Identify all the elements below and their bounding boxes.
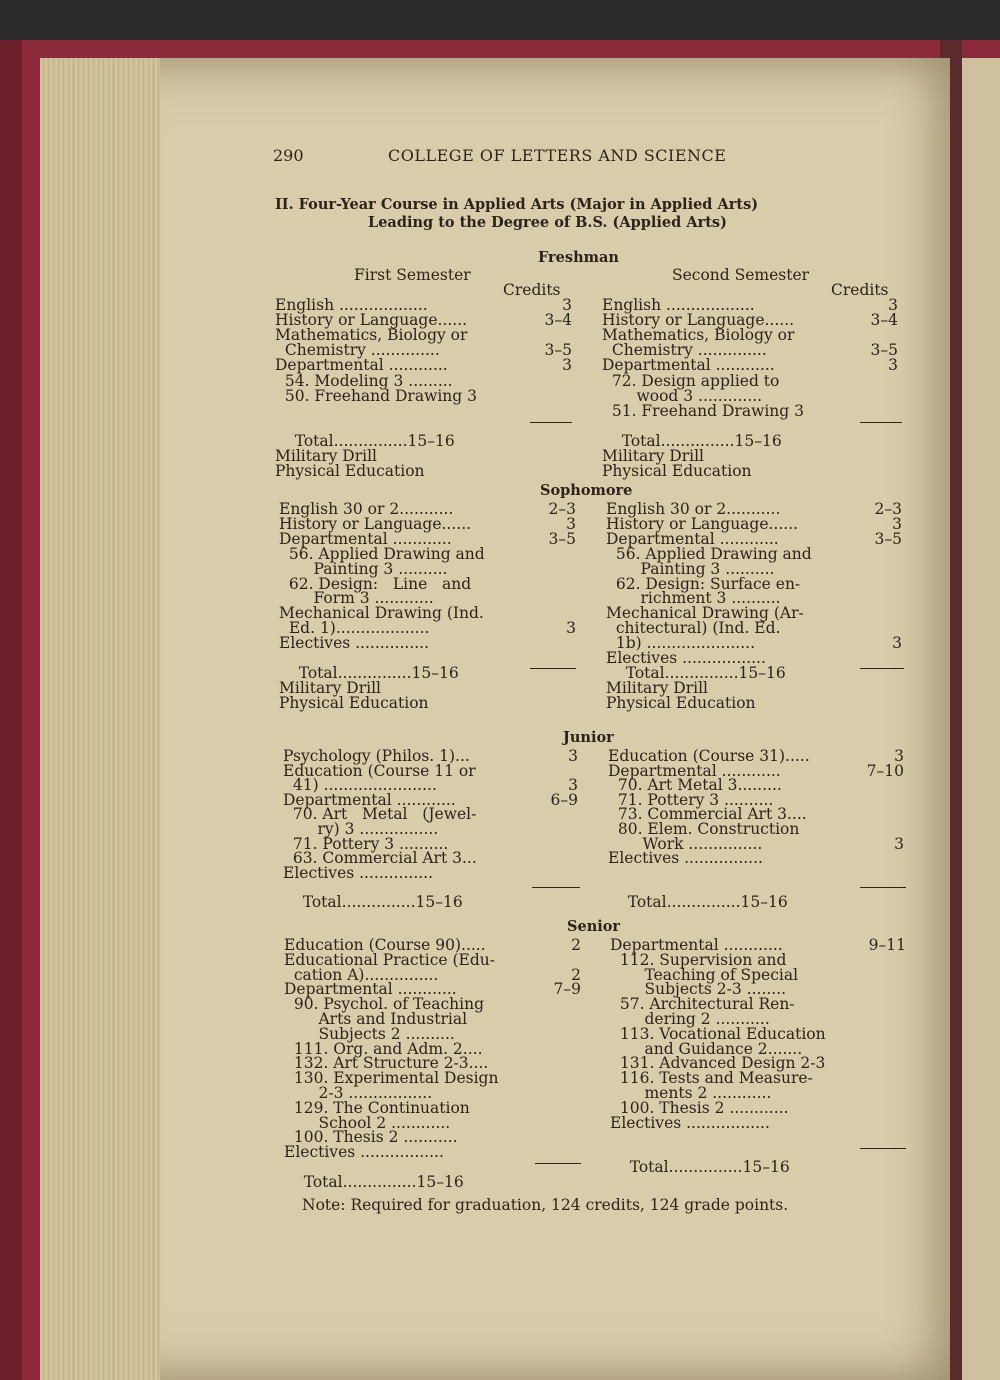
so-l-line: English 30 or 2...........	[279, 500, 454, 518]
so-l-line: Mechanical Drawing (Ind.	[279, 604, 484, 623]
fr-l-line: Military Drill	[275, 447, 378, 465]
total-rule	[860, 422, 902, 423]
adjacent-page-edge	[962, 58, 1000, 1380]
so-l-line: Painting 3 ..........	[279, 559, 448, 578]
se-l-line: Arts and Industrial	[284, 1010, 468, 1028]
section-freshman: Freshman	[538, 249, 619, 266]
fr-r-credit: 3	[888, 296, 898, 314]
section-sophomore: Sophomore	[540, 482, 633, 499]
fr-r-credit: 3	[888, 356, 898, 375]
se-l-line: 2-3 .................	[284, 1084, 433, 1102]
total-rule	[530, 422, 572, 423]
se-r-line: and Guidance 2.......	[610, 1039, 803, 1058]
credits-head-right: Credits	[831, 281, 889, 299]
so-l-credit: 2–3	[548, 500, 576, 518]
se-l-line: Electives .................	[284, 1143, 444, 1162]
so-l-line: Total...............15–16	[279, 663, 459, 682]
se-r-line: ments 2 ............	[610, 1084, 772, 1102]
so-r-credit: 3	[892, 514, 902, 533]
ju-l-line: 63. Commercial Art 3...	[283, 849, 477, 868]
fr-r-line: 51. Freehand Drawing 3	[602, 401, 804, 420]
total-rule	[860, 1148, 906, 1149]
se-r-line: 100. Thesis 2 ............	[610, 1098, 789, 1117]
se-l-line: Subjects 2 ..........	[284, 1024, 455, 1043]
se-l-line: Educational Practice (Edu-	[284, 950, 495, 969]
se-l-credit: 2	[571, 936, 581, 954]
fr-l-line: History or Language......	[275, 311, 468, 330]
ju-r-credit: 7–10	[866, 761, 904, 780]
ju-l-line: 70. Art Metal (Jewel-	[283, 805, 477, 824]
credits-head-left: Credits	[503, 281, 561, 299]
se-r-line: Total...............15–16	[610, 1158, 790, 1176]
ju-l-line: Total...............15–16	[283, 893, 463, 911]
page-stack-edges	[40, 58, 160, 1380]
se-r-line: dering 2 ...........	[610, 1010, 770, 1028]
fr-l-line: Physical Education	[275, 462, 425, 481]
so-r-line: Electives .................	[606, 649, 766, 667]
se-r-line: Teaching of Special	[610, 965, 799, 984]
so-l-line: Electives ...............	[279, 634, 430, 653]
ju-r-credit: 3	[894, 747, 904, 765]
so-r-line: 1b) ......................	[606, 634, 756, 653]
se-r-line: 112. Supervision and	[610, 950, 787, 969]
ju-r-line: 71. Pottery 3 ..........	[608, 790, 774, 809]
ju-r-line: 70. Art Metal 3.........	[608, 776, 782, 795]
ju-l-line: Education (Course 11 or	[283, 761, 476, 780]
fr-l-credit: 3–4	[544, 311, 572, 330]
se-r-line: Subjects 2-3 ........	[610, 980, 787, 999]
fr-r-line: 72. Design applied to	[602, 371, 780, 390]
fr-r-line: Military Drill	[602, 447, 705, 465]
se-l-line: Departmental ............	[284, 980, 457, 999]
fr-l-line: 54. Modeling 3 .........	[275, 371, 453, 390]
so-r-credit: 3	[892, 634, 902, 653]
ju-l-credit: 6–9	[550, 790, 578, 809]
book-spine-edge	[0, 40, 22, 1380]
fr-l-line: Mathematics, Biology or	[275, 326, 468, 345]
se-l-line: 132. Art Structure 2-3....	[284, 1054, 489, 1073]
so-l-credit: 3–5	[548, 529, 576, 548]
fr-r-line: wood 3 .............	[602, 386, 763, 405]
fr-r-line: History or Language......	[602, 311, 795, 330]
fr-l-credit: 3–5	[544, 341, 572, 360]
fr-l-line: 50. Freehand Drawing 3	[275, 386, 477, 405]
so-l-line: Form 3 ............	[279, 589, 434, 608]
section-junior: Junior	[563, 729, 614, 746]
course-title-line1: II. Four-Year Course in Applied Arts (Major in Applied Arts)	[275, 196, 759, 213]
se-r-line: Electives .................	[610, 1113, 770, 1132]
fr-r-line: Physical Education	[602, 462, 752, 481]
so-r-line: Painting 3 ..........	[606, 559, 775, 578]
se-r-line: Departmental ............	[610, 936, 783, 954]
fr-r-line: Mathematics, Biology or	[602, 326, 795, 345]
fr-r-credit: 3–5	[870, 341, 898, 360]
total-rule	[532, 887, 580, 888]
so-r-credit: 3–5	[874, 529, 902, 548]
running-title: COLLEGE OF LETTERS AND SCIENCE	[388, 146, 727, 165]
ju-r-line: 80. Elem. Construction	[608, 820, 800, 838]
ju-l-line: Psychology (Philos. 1)...	[283, 747, 470, 765]
fr-l-line: Chemistry ..............	[275, 341, 440, 360]
second-semester-head: Second Semester	[672, 266, 810, 284]
fr-l-line: English ..................	[275, 296, 428, 314]
se-l-line: 90. Psychol. of Teaching	[284, 995, 485, 1014]
so-r-line: 62. Design: Surface en-	[606, 574, 801, 593]
fr-r-line: Total...............15–16	[602, 431, 782, 450]
so-l-line: 56. Applied Drawing and	[279, 544, 485, 563]
se-l-line: cation A)...............	[284, 965, 439, 984]
course-title-line2: Leading to the Degree of B.S. (Applied Arts)	[368, 214, 727, 231]
total-rule	[530, 668, 576, 669]
so-r-line: Mechanical Drawing (Ar-	[606, 604, 804, 623]
ju-l-credit: 3	[568, 747, 578, 765]
ju-r-line: Total...............15–16	[608, 893, 788, 911]
ju-l-credit: 3	[568, 776, 578, 795]
so-r-line: Physical Education	[606, 693, 756, 712]
ju-r-line: Electives ................	[608, 849, 763, 868]
ju-r-line: Work ...............	[608, 834, 763, 853]
se-r-credit: 9–11	[868, 936, 906, 954]
so-l-line: 62. Design: Line and	[279, 574, 472, 593]
total-rule	[535, 1163, 581, 1164]
ju-l-line: 71. Pottery 3 ..........	[283, 834, 449, 853]
so-l-credit: 3	[566, 619, 576, 638]
ju-l-line: Departmental ............	[283, 790, 456, 809]
page-number: 290	[273, 146, 304, 165]
book-page	[60, 58, 950, 1380]
fr-l-credit: 3	[562, 356, 572, 375]
so-r-line: 56. Applied Drawing and	[606, 544, 812, 563]
so-l-credit: 3	[566, 514, 576, 533]
so-l-line: History or Language......	[279, 514, 472, 533]
ju-l-line: 41) .......................	[283, 776, 437, 795]
fr-r-line: Departmental ............	[602, 356, 775, 375]
fr-l-line: Total...............15–16	[275, 431, 455, 450]
ju-l-line: ry) 3 ................	[283, 820, 439, 838]
ju-r-credit: 3	[894, 834, 904, 853]
so-r-line: History or Language......	[606, 514, 799, 533]
se-r-line: 131. Advanced Design 2-3	[610, 1054, 826, 1073]
so-r-line: richment 3 ..........	[606, 589, 781, 608]
se-r-line: 116. Tests and Measure-	[610, 1069, 813, 1088]
se-l-credit: 2	[571, 965, 581, 984]
ju-r-line: 73. Commercial Art 3....	[608, 805, 807, 824]
so-r-line: English 30 or 2...........	[606, 500, 781, 518]
se-l-line: 111. Org. and Adm. 2....	[284, 1039, 483, 1058]
fr-r-line: Chemistry ..............	[602, 341, 767, 360]
total-rule	[860, 668, 904, 669]
so-r-line: Military Drill	[606, 678, 709, 697]
so-l-line: Physical Education	[279, 693, 429, 712]
se-l-credit: 7–9	[553, 980, 581, 999]
so-l-line: Military Drill	[279, 678, 382, 697]
se-l-line: 130. Experimental Design	[284, 1069, 499, 1088]
se-l-line: 100. Thesis 2 ...........	[284, 1128, 458, 1147]
graduation-note: Note: Required for graduation, 124 credits, 124 grade points.	[302, 1196, 789, 1214]
so-r-line: chitectural) (Ind. Ed.	[606, 619, 781, 638]
first-semester-head: First Semester	[354, 266, 471, 284]
fr-r-credit: 3–4	[870, 311, 898, 330]
so-r-line: Departmental ............	[606, 529, 779, 548]
ju-r-line: Departmental ............	[608, 761, 781, 780]
se-l-line: Total...............15–16	[284, 1172, 464, 1191]
total-rule	[860, 887, 906, 888]
se-r-line: 57. Architectural Ren-	[610, 995, 795, 1014]
ju-r-line: Education (Course 31).....	[608, 747, 810, 765]
so-r-line: Total...............15–16	[606, 663, 786, 682]
so-l-line: Departmental ............	[279, 529, 452, 548]
section-senior: Senior	[567, 918, 621, 935]
fr-r-line: English ..................	[602, 296, 755, 314]
se-l-line: School 2 ............	[284, 1113, 451, 1132]
se-r-line: 113. Vocational Education	[610, 1024, 826, 1043]
fr-l-credit: 3	[562, 296, 572, 314]
se-l-line: 129. The Continuation	[284, 1098, 470, 1117]
so-r-credit: 2–3	[874, 500, 902, 518]
se-l-line: Education (Course 90).....	[284, 936, 486, 954]
ju-l-line: Electives ...............	[283, 863, 434, 882]
fr-l-line: Departmental ............	[275, 356, 448, 375]
so-l-line: Ed. 1)...................	[279, 619, 430, 638]
